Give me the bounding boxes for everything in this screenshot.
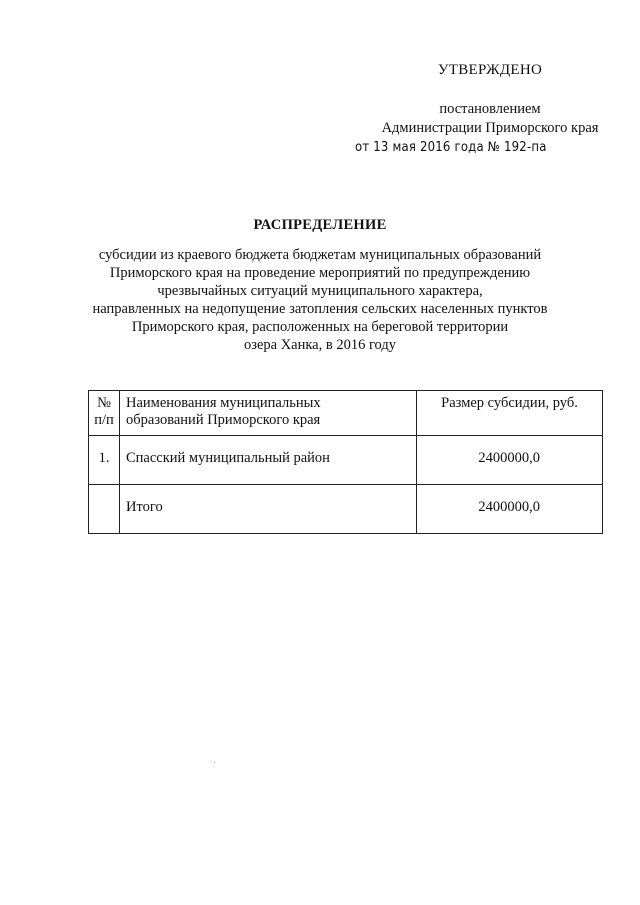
header-num-line-1: № — [97, 395, 111, 411]
table-row-total — [89, 485, 603, 534]
decree-date: от 13 мая 2016 года № 192-па — [355, 140, 547, 155]
subtitle-line: Приморского края на проведение мероприятий по предупреждению — [109, 265, 531, 281]
subsidy-distribution-table — [88, 390, 603, 534]
total-num — [89, 485, 119, 499]
subtitle-line: озера Ханка, в 2016 году — [243, 337, 397, 353]
table-header-row — [89, 391, 603, 436]
header-name-line-2: образований Приморского края — [126, 412, 321, 428]
total-sum-cell — [417, 485, 603, 534]
row-num-cell — [89, 436, 120, 485]
subtitle-line: субсидии из краевого бюджета бюджетам муниципальных образований — [98, 247, 542, 263]
row-name: Спасский муниципальный район — [126, 450, 330, 466]
total-name: Итого — [126, 499, 163, 515]
row-num: 1. — [98, 450, 110, 466]
decree-line-1: постановлением — [439, 101, 541, 117]
row-sum-cell — [417, 436, 603, 485]
total-num-cell — [89, 485, 120, 534]
total-sum: 2400000,0 — [478, 499, 540, 515]
subtitle-line: направленных на недопущение затопления сельских населенных пунктов — [92, 301, 548, 317]
header-num — [89, 391, 120, 436]
header-name — [120, 391, 417, 436]
decree-reference — [355, 100, 625, 138]
document-title: РАСПРЕДЕЛЕНИЕ — [253, 217, 387, 233]
header-sum-text: Размер субсидии, руб. — [441, 395, 578, 411]
total-name-cell — [120, 485, 417, 534]
table-row — [89, 436, 603, 485]
subtitle-line: Приморского края, расположенных на береговой территории — [131, 319, 509, 335]
approval-stamp: УТВЕРЖДЕНО — [437, 62, 543, 78]
row-name-cell — [120, 436, 417, 485]
subtitle-line: чрезвычайных ситуаций муниципального характера, — [157, 283, 483, 299]
header-num-line-2: п/п — [94, 412, 114, 428]
scan-speck — [214, 762, 215, 763]
header-sum — [417, 391, 603, 436]
row-sum: 2400000,0 — [478, 450, 540, 466]
decree-line-2: Администрации Приморского края — [381, 120, 599, 136]
document-subtitle — [60, 246, 580, 354]
header-name-line-1: Наименования муниципальных — [126, 395, 321, 411]
